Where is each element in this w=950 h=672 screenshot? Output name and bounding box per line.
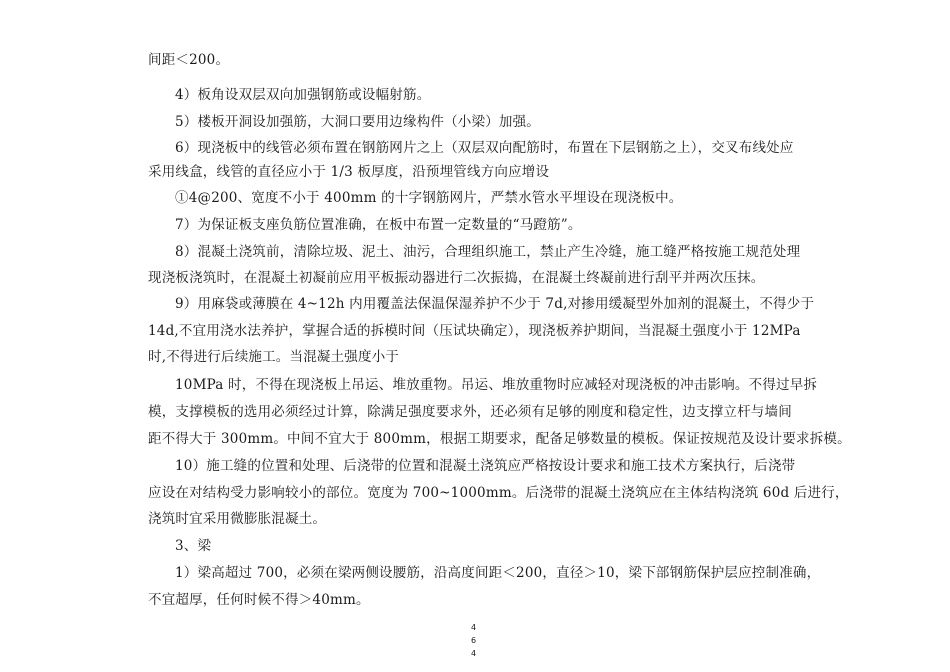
page-number-digit: 4 [471,649,477,658]
text-line: 4）板角设双层双向加强钢筋或设幅射筋。 [175,87,431,103]
text-line: 时,不得进行后续施工。当混凝土强度小于 [148,349,400,365]
text-line: 间距＜200。 [148,52,230,68]
text-line: 不宜超厚，任何时候不得＞40mm。 [148,592,370,608]
text-line: 距不得大于 300mm。中间不宜大于 800mm，根据工期要求，配备足够数量的模板。保证按规范及设计要求拆模。 [148,431,851,447]
text-line: 8）混凝土浇筑前，清除垃圾、泥土、油污，合理组织施工，禁止产生冷缝，施工缝严格按施工规范处理 [175,244,801,260]
page-number-digit: 6 [471,636,477,645]
page-number-digit: 4 [471,623,477,632]
text-line: 10MPa 时，不得在现浇板上吊运、堆放重物。吊运、堆放重物时应减轻对现浇板的冲击影响。不得过早拆 [175,377,818,393]
text-line: 5）楼板开洞设加强筋，大洞口要用边缘构件（小梁）加强。 [175,114,540,130]
text-line: 浇筑时宜采用微膨胀混凝土。 [148,511,327,527]
text-line: 1）梁高超过 700，必须在梁两侧设腰筋，沿高度间距＜200，直径＞10，梁下部钢筋保护层应控制准确， [175,565,821,581]
text-line: 14d,不宜用浇水法养护，掌握合适的拆模时间（压试块确定），现浇板养护期间，当混凝土强度小于 12MPa [148,323,801,339]
text-line: ①4@200、宽度不小于 400mm 的十字钢筋网片，严禁水管水平埋设在现浇板中。 [175,190,683,206]
text-line: 10）施工缝的位置和处理、后浇带的位置和混凝土浇筑应严格按设计要求和施工技术方案执行，后浇带 [175,458,796,474]
text-line: 9）用麻袋或薄膜在 4~12h 内用覆盖法保温保湿养护不少于 7d,对掺用缓凝型外加剂的混凝土，不得少于 [175,296,815,312]
text-line: 模，支撑模板的选用必须经过计算，除满足强度要求外，还必须有足够的刚度和稳定性，边支撑立杆与墙间 [148,404,792,420]
section-heading: 3、梁 [175,538,212,554]
text-line: 采用线盒，线管的直径应小于 1/3 板厚度，沿预埋管线方向应增设 [148,164,550,180]
text-line: 应设在对结构受力影响较小的部位。宽度为 700~1000mm。后浇带的混凝土浇筑应在主体结构浇筑 60d 后进行， [148,485,849,501]
text-line: 现浇板浇筑时，在混凝土初凝前应用平板振动器进行二次振捣，在混凝土终凝前进行刮平并两次压抹。 [148,270,765,286]
text-line: 7）为保证板支座负筋位置准确，在板中布置一定数量的“马蹬筋”。 [175,217,582,233]
text-line: 6）现浇板中的线管必须布置在钢筋网片之上（双层双向配筋时，布置在下层钢筋之上），交叉布线处应 [175,140,794,156]
